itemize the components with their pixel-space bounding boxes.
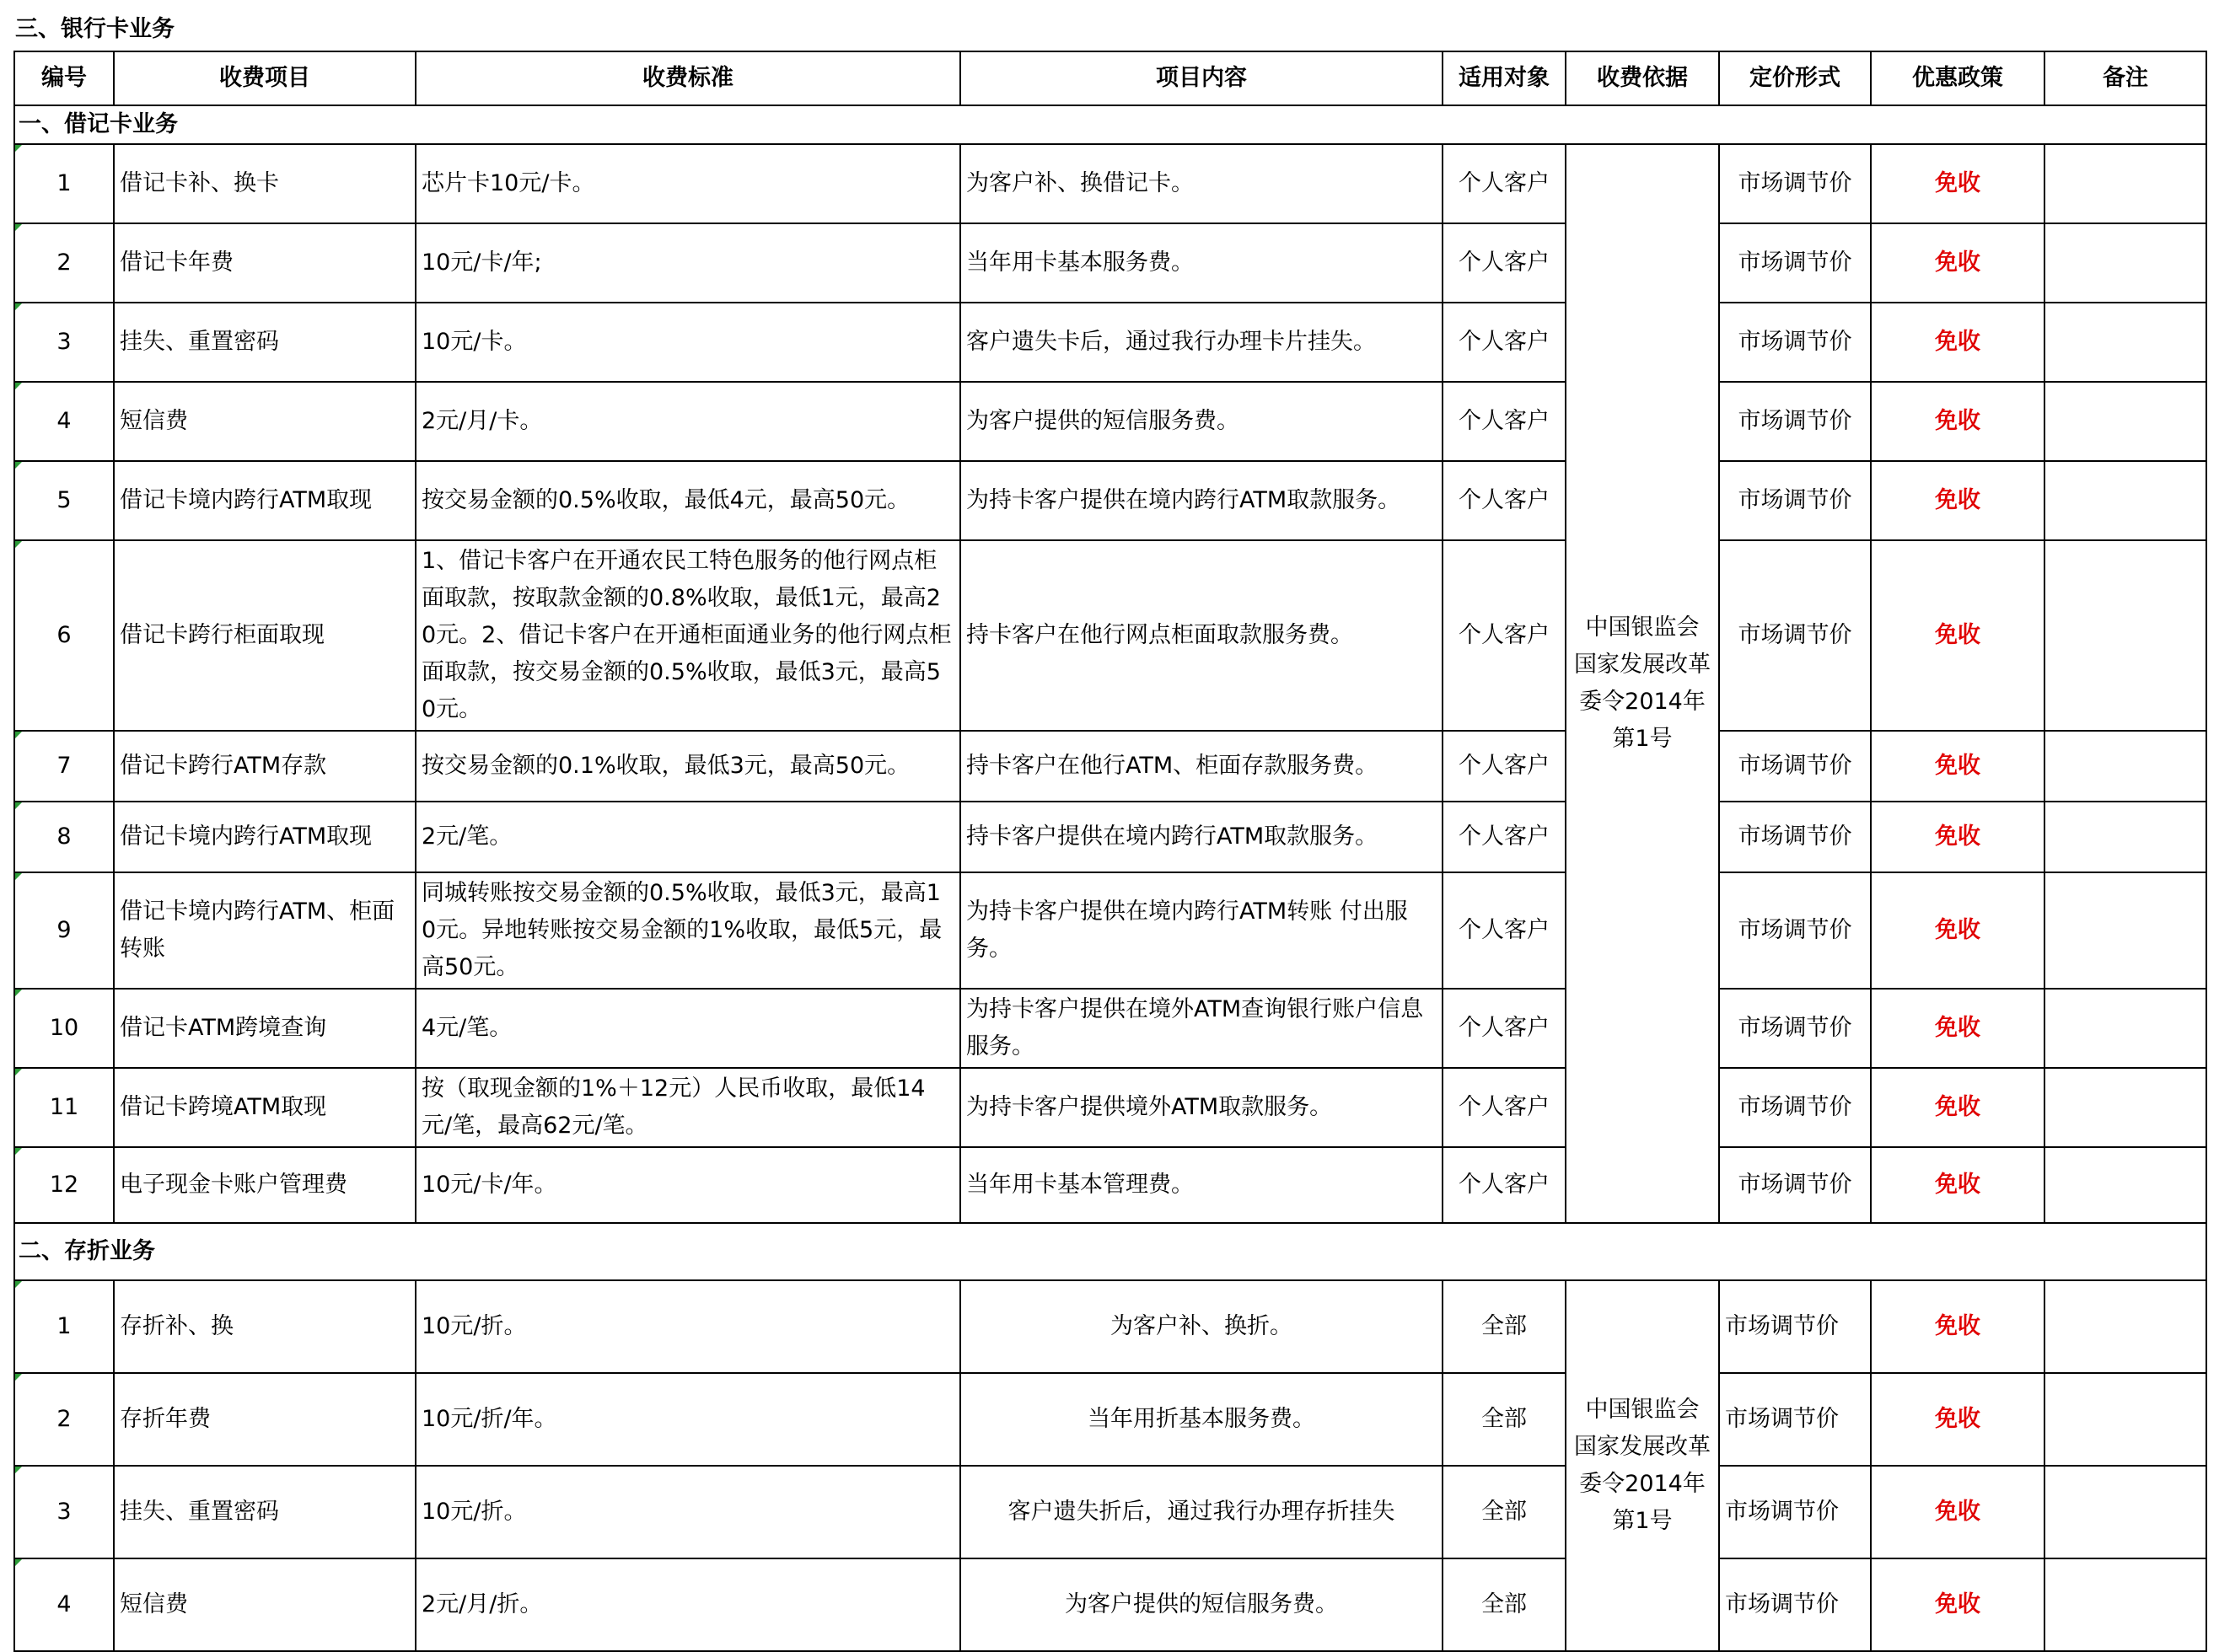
- cell-number: 1: [14, 144, 114, 223]
- cell-pricing: 市场调节价: [1719, 1558, 1871, 1651]
- cell-item: 借记卡跨行柜面取现: [114, 540, 416, 731]
- cell-item: 短信费: [114, 382, 416, 461]
- cell-item: 挂失、重置密码: [114, 1466, 416, 1558]
- cell-standard: 芯片卡10元/卡。: [416, 144, 960, 223]
- passbook-section: [14, 1223, 2206, 1651]
- cell-target: 全部: [1443, 1373, 1566, 1466]
- cell-standard: 2元/月/卡。: [416, 382, 960, 461]
- cell-standard: 10元/卡/年;: [416, 223, 960, 303]
- cell-target: 个人客户: [1443, 872, 1566, 989]
- cell-content: 为客户提供的短信服务费。: [960, 382, 1443, 461]
- table-row: [14, 989, 2206, 1068]
- cell-standard: 同城转账按交易金额的0.5%收取，最低3元，最高10元。异地转账按交易金额的1%收取，最低5元，最高50元。: [416, 872, 960, 989]
- cell-pricing: 市场调节价: [1719, 223, 1871, 303]
- cell-standard: 10元/折/年。: [416, 1373, 960, 1466]
- cell-pricing: 市场调节价: [1719, 382, 1871, 461]
- cell-note: [2044, 144, 2206, 223]
- cell-standard: 按（取现金额的1%＋12元）人民币收取，最低14元/笔，最高62元/笔。: [416, 1068, 960, 1147]
- cell-item: 借记卡跨境ATM取现: [114, 1068, 416, 1147]
- cell-note: [2044, 802, 2206, 872]
- cell-pricing: 市场调节价: [1719, 802, 1871, 872]
- cell-item: 借记卡补、换卡: [114, 144, 416, 223]
- cell-policy: 免收: [1871, 1373, 2044, 1466]
- cell-number: 8: [14, 802, 114, 872]
- cell-note: [2044, 540, 2206, 731]
- cell-pricing: 市场调节价: [1719, 872, 1871, 989]
- cell-target: 个人客户: [1443, 802, 1566, 872]
- table-row: [14, 1147, 2206, 1223]
- cell-note: [2044, 461, 2206, 540]
- cell-number: 2: [14, 223, 114, 303]
- cell-standard: 2元/笔。: [416, 802, 960, 872]
- cell-policy: 免收: [1871, 540, 2044, 731]
- cell-standard: 10元/卡/年。: [416, 1147, 960, 1223]
- cell-target: 全部: [1443, 1558, 1566, 1651]
- cell-target: 全部: [1443, 1280, 1566, 1373]
- cell-pricing: 市场调节价: [1719, 1466, 1871, 1558]
- header-row: [14, 51, 2206, 105]
- cell-content: 客户遗失折后，通过我行办理存折挂失: [960, 1466, 1443, 1558]
- cell-number: 10: [14, 989, 114, 1068]
- cell-standard: 10元/折。: [416, 1280, 960, 1373]
- cell-target: 个人客户: [1443, 461, 1566, 540]
- cell-policy: 免收: [1871, 872, 2044, 989]
- cell-note: [2044, 1466, 2206, 1558]
- cell-policy: 免收: [1871, 1466, 2044, 1558]
- cell-note: [2044, 1373, 2206, 1466]
- cell-policy: 免收: [1871, 144, 2044, 223]
- cell-content: 持卡客户在他行网点柜面取款服务费。: [960, 540, 1443, 731]
- table-row: [14, 223, 2206, 303]
- header-cell-basis: 收费依据: [1566, 51, 1719, 105]
- fee-table: [13, 51, 2207, 1652]
- subsection-row: [14, 105, 2206, 144]
- header-cell-pricing: 定价形式: [1719, 51, 1871, 105]
- cell-target: 个人客户: [1443, 1068, 1566, 1147]
- subsection-row: [14, 1223, 2206, 1280]
- debit-section: [14, 105, 2206, 1223]
- cell-content: 为持卡客户提供在境内跨行ATM转账 付出服务。: [960, 872, 1443, 989]
- cell-target: 个人客户: [1443, 540, 1566, 731]
- cell-standard: 10元/卡。: [416, 303, 960, 382]
- cell-standard: 1、借记卡客户在开通农民工特色服务的他行网点柜面取款，按取款金额的0.8%收取，最低1元，最高20元。2、借记卡客户在开通柜面通业务的他行网点柜面取款，按交易金额的0.5%收取，最低3元，最高50元。: [416, 540, 960, 731]
- cell-item: 借记卡境内跨行ATM、柜面转账: [114, 872, 416, 989]
- section-title: 三、银行卡业务: [15, 16, 175, 42]
- cell-item: 借记卡境内跨行ATM取现: [114, 461, 416, 540]
- cell-policy: 免收: [1871, 303, 2044, 382]
- cell-item: 存折年费: [114, 1373, 416, 1466]
- subsection-title-debit: 一、借记卡业务: [14, 105, 2206, 144]
- cell-pricing: 市场调节价: [1719, 1068, 1871, 1147]
- cell-target: 个人客户: [1443, 223, 1566, 303]
- table-row: [14, 461, 2206, 540]
- table-row: [14, 382, 2206, 461]
- cell-content: 为客户提供的短信服务费。: [960, 1558, 1443, 1651]
- table-row: [14, 1068, 2206, 1147]
- cell-policy: 免收: [1871, 802, 2044, 872]
- header-cell-policy: 优惠政策: [1871, 51, 2044, 105]
- cell-content: 当年用卡基本管理费。: [960, 1147, 1443, 1223]
- cell-standard: 10元/折。: [416, 1466, 960, 1558]
- cell-content: 客户遗失卡后，通过我行办理卡片挂失。: [960, 303, 1443, 382]
- cell-item: 挂失、重置密码: [114, 303, 416, 382]
- cell-note: [2044, 223, 2206, 303]
- cell-target: 个人客户: [1443, 731, 1566, 802]
- cell-number: 2: [14, 1373, 114, 1466]
- cell-note: [2044, 1068, 2206, 1147]
- cell-item: 借记卡跨行ATM存款: [114, 731, 416, 802]
- cell-pricing: 市场调节价: [1719, 1373, 1871, 1466]
- header-cell-note: 备注: [2044, 51, 2206, 105]
- cell-item: 借记卡年费: [114, 223, 416, 303]
- cell-target: 个人客户: [1443, 1147, 1566, 1223]
- cell-note: [2044, 303, 2206, 382]
- table-row: [14, 731, 2206, 802]
- cell-policy: 免收: [1871, 223, 2044, 303]
- cell-policy: 免收: [1871, 461, 2044, 540]
- cell-policy: 免收: [1871, 1068, 2044, 1147]
- cell-item: 电子现金卡账户管理费: [114, 1147, 416, 1223]
- table-row: [14, 872, 2206, 989]
- cell-note: [2044, 1147, 2206, 1223]
- header-cell-target: 适用对象: [1443, 51, 1566, 105]
- table-row: [14, 1280, 2206, 1373]
- cell-pricing: 市场调节价: [1719, 1147, 1871, 1223]
- cell-standard: 按交易金额的0.5%收取，最低4元，最高50元。: [416, 461, 960, 540]
- cell-policy: 免收: [1871, 989, 2044, 1068]
- cell-number: 3: [14, 303, 114, 382]
- cell-item: 借记卡ATM跨境查询: [114, 989, 416, 1068]
- header-cell-number: 编号: [14, 51, 114, 105]
- cell-pricing: 市场调节价: [1719, 303, 1871, 382]
- table-row: [14, 540, 2206, 731]
- cell-content: 为持卡客户提供在境内跨行ATM取款服务。: [960, 461, 1443, 540]
- header-cell-standard: 收费标准: [416, 51, 960, 105]
- cell-standard: 2元/月/折。: [416, 1558, 960, 1651]
- cell-basis: 中国银监会 国家发展改革委令2014年第1号: [1566, 1280, 1719, 1651]
- cell-standard: 按交易金额的0.1%收取，最低3元，最高50元。: [416, 731, 960, 802]
- cell-number: 5: [14, 461, 114, 540]
- cell-note: [2044, 872, 2206, 989]
- cell-target: 个人客户: [1443, 303, 1566, 382]
- cell-pricing: 市场调节价: [1719, 731, 1871, 802]
- cell-policy: 免收: [1871, 382, 2044, 461]
- cell-policy: 免收: [1871, 1558, 2044, 1651]
- cell-pricing: 市场调节价: [1719, 989, 1871, 1068]
- cell-note: [2044, 989, 2206, 1068]
- cell-number: 4: [14, 382, 114, 461]
- table-row: [14, 1558, 2206, 1651]
- header-cell-item: 收费项目: [114, 51, 416, 105]
- cell-pricing: 市场调节价: [1719, 540, 1871, 731]
- table-row: [14, 1373, 2206, 1466]
- cell-content: 当年用卡基本服务费。: [960, 223, 1443, 303]
- table-row: [14, 303, 2206, 382]
- header-cell-content: 项目内容: [960, 51, 1443, 105]
- cell-number: 9: [14, 872, 114, 989]
- cell-note: [2044, 1280, 2206, 1373]
- cell-pricing: 市场调节价: [1719, 144, 1871, 223]
- cell-target: 个人客户: [1443, 382, 1566, 461]
- cell-target: 个人客户: [1443, 989, 1566, 1068]
- cell-content: 当年用折基本服务费。: [960, 1373, 1443, 1466]
- subsection-title-passbook: 二、存折业务: [14, 1223, 2206, 1280]
- cell-basis: 中国银监会 国家发展改革委令2014年第1号: [1566, 144, 1719, 1223]
- cell-content: 为客户补、换借记卡。: [960, 144, 1443, 223]
- cell-policy: 免收: [1871, 1147, 2044, 1223]
- cell-pricing: 市场调节价: [1719, 461, 1871, 540]
- cell-item: 存折补、换: [114, 1280, 416, 1373]
- cell-number: 1: [14, 1280, 114, 1373]
- cell-content: 为持卡客户提供境外ATM取款服务。: [960, 1068, 1443, 1147]
- cell-number: 11: [14, 1068, 114, 1147]
- table-row: [14, 1466, 2206, 1558]
- cell-number: 6: [14, 540, 114, 731]
- cell-target: 全部: [1443, 1466, 1566, 1558]
- cell-item: 短信费: [114, 1558, 416, 1651]
- cell-content: 持卡客户在他行ATM、柜面存款服务费。: [960, 731, 1443, 802]
- table-row: [14, 802, 2206, 872]
- cell-content: 持卡客户提供在境内跨行ATM取款服务。: [960, 802, 1443, 872]
- cell-content: 为持卡客户提供在境外ATM查询银行账户信息服务。: [960, 989, 1443, 1068]
- table-row: [14, 144, 2206, 223]
- cell-note: [2044, 1558, 2206, 1651]
- cell-note: [2044, 731, 2206, 802]
- cell-note: [2044, 382, 2206, 461]
- cell-content: 为客户补、换折。: [960, 1280, 1443, 1373]
- cell-number: 12: [14, 1147, 114, 1223]
- cell-number: 7: [14, 731, 114, 802]
- cell-standard: 4元/笔。: [416, 989, 960, 1068]
- cell-policy: 免收: [1871, 1280, 2044, 1373]
- cell-number: 4: [14, 1558, 114, 1651]
- cell-number: 3: [14, 1466, 114, 1558]
- cell-policy: 免收: [1871, 731, 2044, 802]
- cell-target: 个人客户: [1443, 144, 1566, 223]
- cell-item: 借记卡境内跨行ATM取现: [114, 802, 416, 872]
- cell-pricing: 市场调节价: [1719, 1280, 1871, 1373]
